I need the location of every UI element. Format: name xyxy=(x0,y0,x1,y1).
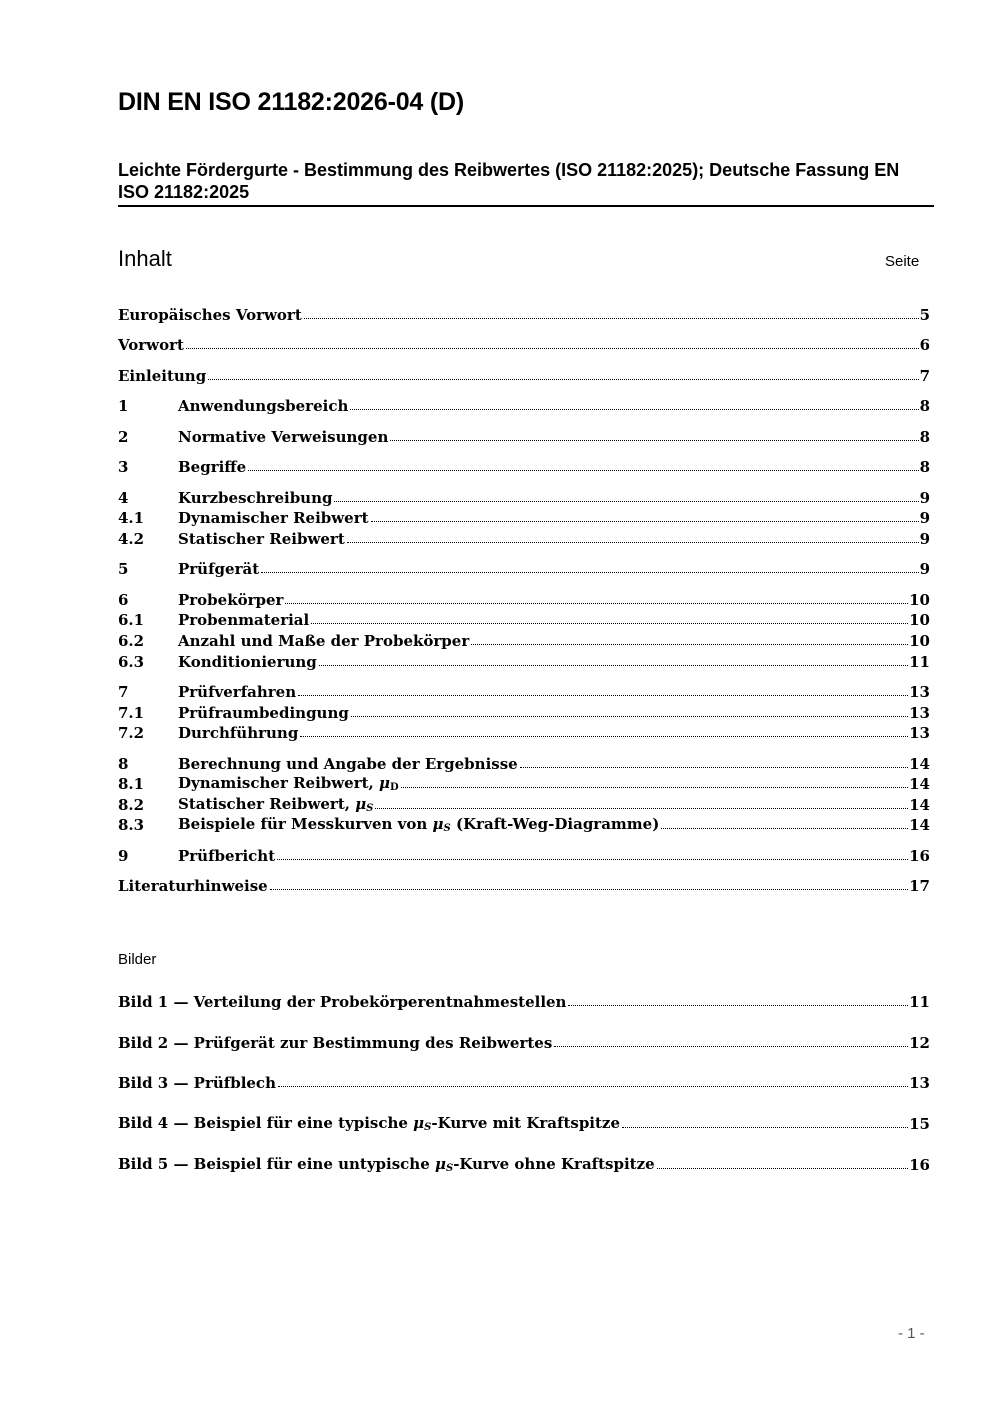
toc-entry[interactable] xyxy=(118,455,930,476)
mu-symbol: μ xyxy=(355,795,367,813)
toc-entry-number: 4 xyxy=(118,489,129,507)
toc-entry-title: Statischer Reibwert, $\mu_S$ xyxy=(178,795,374,814)
toc-entry-title: Beispiele für Messkurven von $\mu_S$ (Kraft-Weg-Diagramme) xyxy=(178,815,660,834)
toc-entry[interactable] xyxy=(118,813,930,834)
dot-leader xyxy=(351,716,908,717)
document-subtitle: Leichte Fördergurte - Bestimmung des Reibwertes (ISO 21182:2025); Deutsche Fassung EN ISO 21182:2025 xyxy=(118,160,900,202)
toc-entry-number: 4.2 xyxy=(118,530,145,548)
toc-entry-number: 1 xyxy=(118,397,129,415)
title-divider xyxy=(118,205,934,207)
toc-entry-page: 10 xyxy=(909,632,930,650)
toc-entry-number: 8.3 xyxy=(118,816,145,834)
toc-entry-number: 7.1 xyxy=(118,704,145,722)
toc-entry-title: Statischer Reibwert xyxy=(178,530,345,548)
dot-leader xyxy=(261,572,918,573)
toc-entry-title: Anwendungsbereich xyxy=(178,397,349,415)
toc-entry-page: 10 xyxy=(909,591,930,609)
figure-entry-title: Bild 5 — Beispiel für eine untypische $\mu_S$-Kurve ohne Kraftspitze xyxy=(118,1155,655,1174)
figure-entry-title: Bild 1 — Verteilung der Probekörperentnahmestellen xyxy=(118,993,567,1011)
toc-entry[interactable] xyxy=(118,364,930,385)
toc-entry-page: 9 xyxy=(919,489,930,507)
dot-leader xyxy=(278,1086,908,1087)
toc-entry-title: Prüfgerät xyxy=(178,560,260,578)
dot-leader xyxy=(334,501,918,502)
toc-entry-title: Prüfbericht xyxy=(178,847,276,865)
dot-leader xyxy=(270,889,908,890)
toc-entry-number: 5 xyxy=(118,560,129,578)
dot-leader xyxy=(350,409,918,410)
toc-entry-page: 8 xyxy=(919,458,930,476)
toc-entry[interactable] xyxy=(118,874,930,895)
toc-entry-page: 14 xyxy=(909,796,930,814)
toc-entry-number: 3 xyxy=(118,458,129,476)
figure-entry-page: 15 xyxy=(909,1115,930,1133)
toc-entry[interactable] xyxy=(118,650,930,671)
figure-entry-page: 11 xyxy=(909,993,930,1011)
toc-entry-title: Probekörper xyxy=(178,591,284,609)
toc-entry-title: Konditionierung xyxy=(178,653,317,671)
dot-leader xyxy=(661,828,908,829)
mu-symbol: μ xyxy=(379,774,390,792)
toc-entry-title: Vorwort xyxy=(118,336,184,354)
figures-heading: Bilder xyxy=(118,951,157,968)
toc-entry-page: 17 xyxy=(909,877,930,895)
figure-entry[interactable] xyxy=(118,990,930,1011)
toc-entry[interactable] xyxy=(118,629,930,650)
dot-leader xyxy=(298,695,908,696)
figure-entry-page: 13 xyxy=(909,1074,930,1092)
toc-entry-title: Berechnung und Angabe der Ergebnisse xyxy=(178,755,518,773)
toc-entry-title: Kurzbeschreibung xyxy=(178,489,333,507)
toc-entry-title: Europäisches Vorwort xyxy=(118,306,302,324)
toc-entry[interactable] xyxy=(118,608,930,629)
toc-entry-page: 6 xyxy=(919,336,930,354)
toc-entry-page: 8 xyxy=(919,428,930,446)
dot-leader xyxy=(319,665,908,666)
dot-leader xyxy=(390,440,918,441)
toc-entry[interactable] xyxy=(118,844,930,865)
page-number: - 1 - xyxy=(898,1325,925,1342)
figure-entry-title: Bild 3 — Prüfblech xyxy=(118,1074,276,1092)
toc-entry-page: 16 xyxy=(909,847,930,865)
toc-entry[interactable] xyxy=(118,506,930,527)
mu-subscript: D xyxy=(389,782,399,793)
toc-entry[interactable] xyxy=(118,527,930,548)
toc-entry-number: 7.2 xyxy=(118,724,145,742)
dot-leader xyxy=(554,1046,908,1047)
figure-entry-title: Bild 2 — Prüfgerät zur Bestimmung des Reibwertes xyxy=(118,1034,553,1052)
toc-entry-title: Dynamischer Reibwert, $\mu_D$ xyxy=(178,774,399,793)
dot-leader xyxy=(520,767,908,768)
figure-entry[interactable] xyxy=(118,1153,930,1174)
toc-entry-page: 10 xyxy=(909,611,930,629)
dot-leader xyxy=(568,1005,908,1006)
toc-entry-number: 6.2 xyxy=(118,632,145,650)
toc-entry-title: Probenmaterial xyxy=(178,611,310,629)
mu-subscript: S xyxy=(424,1122,432,1133)
toc-entry[interactable] xyxy=(118,303,930,324)
toc-page-column-label: Seite xyxy=(885,253,920,270)
toc-entry-page: 8 xyxy=(919,397,930,415)
toc-entry-page: 11 xyxy=(909,653,930,671)
toc-entry-number: 8.1 xyxy=(118,775,145,793)
dot-leader xyxy=(300,736,908,737)
toc-entry-number: 8.2 xyxy=(118,796,145,814)
figure-entry[interactable] xyxy=(118,1031,930,1052)
dot-leader xyxy=(401,787,908,788)
dot-leader xyxy=(285,603,908,604)
mu-subscript: S xyxy=(366,803,374,814)
toc-entry-title: Anzahl und Maße der Probekörper xyxy=(178,632,470,650)
dot-leader xyxy=(347,542,919,543)
dot-leader xyxy=(311,623,908,624)
dot-leader xyxy=(371,521,919,522)
dot-leader xyxy=(375,808,908,809)
dot-leader xyxy=(471,644,908,645)
toc-entry-title: Normative Verweisungen xyxy=(178,428,389,446)
toc-entry-number: 6.1 xyxy=(118,611,145,629)
figure-entry-title: Bild 4 — Beispiel für eine typische $\mu_S$-Kurve mit Kraftspitze xyxy=(118,1114,620,1133)
toc-entry-page: 7 xyxy=(919,367,930,385)
toc-entry-number: 4.1 xyxy=(118,509,145,527)
toc-entry[interactable] xyxy=(118,394,930,415)
figure-entry-page: 16 xyxy=(909,1156,930,1174)
toc-entry[interactable] xyxy=(118,772,930,793)
toc-entry-number: 6.3 xyxy=(118,653,145,671)
toc-entry[interactable] xyxy=(118,588,930,609)
dot-leader xyxy=(186,348,919,349)
toc-entry-title: Literaturhinweise xyxy=(118,877,268,895)
toc-entry-title: Prüfraumbedingung xyxy=(178,704,349,722)
toc-entry-page: 13 xyxy=(909,724,930,742)
toc-entry[interactable] xyxy=(118,701,930,722)
toc-entry[interactable] xyxy=(118,793,930,814)
figure-entry[interactable] xyxy=(118,1112,930,1133)
toc-entry-title: Prüfverfahren xyxy=(178,683,297,701)
toc-entry[interactable] xyxy=(118,557,930,578)
toc-entry-title: Dynamischer Reibwert xyxy=(178,509,369,527)
dot-leader xyxy=(248,470,918,471)
toc-entry-page: 14 xyxy=(909,775,930,793)
toc-entry-page: 13 xyxy=(909,683,930,701)
toc-entry-page: 9 xyxy=(919,530,930,548)
toc-entry[interactable] xyxy=(118,425,930,446)
toc-entry-page: 5 xyxy=(919,306,930,324)
toc-entry-title: Durchführung xyxy=(178,724,299,742)
mu-subscript: S xyxy=(443,823,451,834)
toc-entry[interactable] xyxy=(118,486,930,507)
mu-symbol: μ xyxy=(432,815,444,833)
figure-entry[interactable] xyxy=(118,1071,930,1092)
mu-symbol: μ xyxy=(413,1114,425,1132)
toc-entry-page: 9 xyxy=(919,509,930,527)
dot-leader xyxy=(304,318,919,319)
figure-entry-page: 12 xyxy=(909,1034,930,1052)
toc-entry-number: 9 xyxy=(118,847,129,865)
mu-subscript: S xyxy=(445,1163,454,1174)
toc-entry-page: 14 xyxy=(909,755,930,773)
toc-entry-title: Begriffe xyxy=(178,458,247,476)
toc-entry-page: 13 xyxy=(909,704,930,722)
dot-leader xyxy=(622,1127,908,1128)
mu-symbol: μ xyxy=(434,1155,446,1173)
toc-entry[interactable] xyxy=(118,752,930,773)
toc-entry-title: Einleitung xyxy=(118,367,207,385)
toc-entry-number: 2 xyxy=(118,428,129,446)
dot-leader xyxy=(277,859,908,860)
toc-entry[interactable] xyxy=(118,333,930,354)
toc-entry-page: 9 xyxy=(919,560,930,578)
toc-entry[interactable] xyxy=(118,680,930,701)
toc-entry[interactable] xyxy=(118,721,930,742)
toc-entry-page: 14 xyxy=(909,816,930,834)
dot-leader xyxy=(208,379,918,380)
dot-leader xyxy=(657,1168,908,1169)
toc-entry-number: 7 xyxy=(118,683,129,701)
toc-entry-number: 8 xyxy=(118,755,129,773)
document-title: DIN EN ISO 21182:2026-04 (D) xyxy=(118,88,464,116)
toc-heading: Inhalt xyxy=(118,246,172,271)
toc-entry-number: 6 xyxy=(118,591,129,609)
